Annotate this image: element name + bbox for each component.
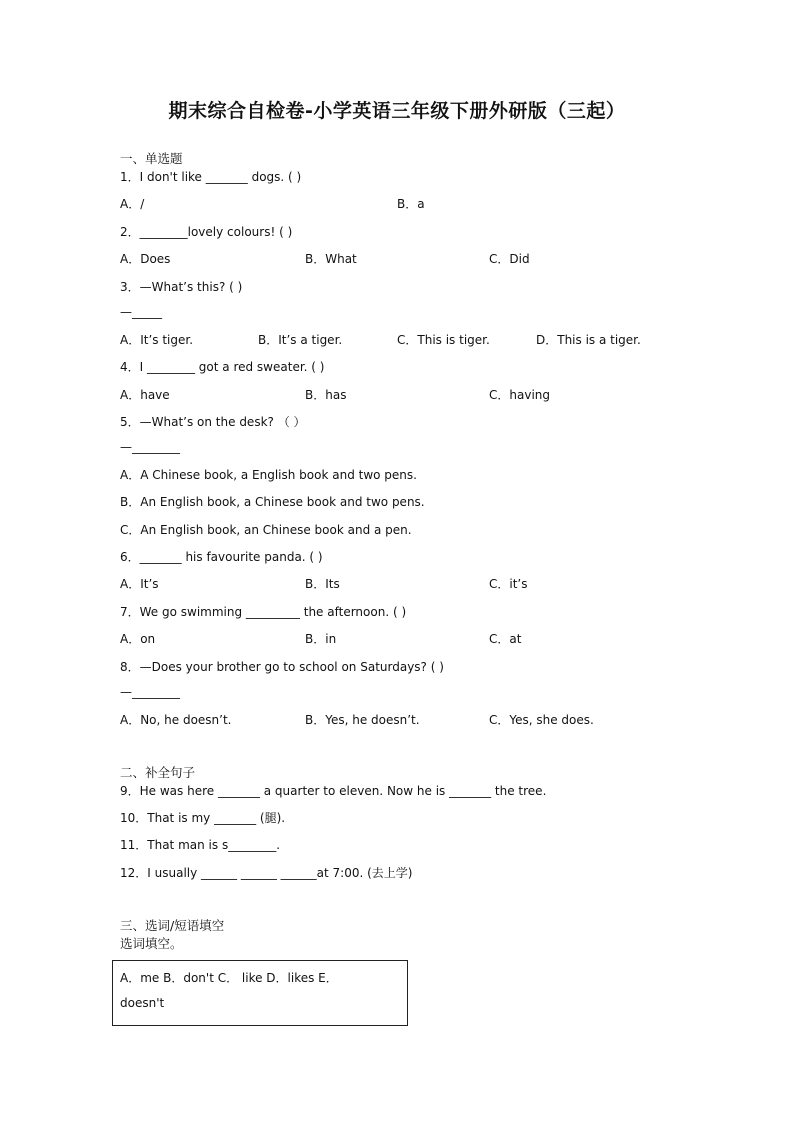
option-8b: B．Yes, he doesn’t. (305, 713, 420, 727)
option-2b: B．What (305, 252, 357, 266)
option-6b: B．Its (305, 577, 340, 591)
word-bank-line-1: A．me B．don't C． like D．likes E． (120, 971, 338, 985)
option-4b: B．has (305, 388, 347, 402)
option-3b: B．It’s a tiger. (258, 333, 343, 347)
option-4a: A．have (120, 388, 170, 402)
option-6c: C．it’s (489, 577, 528, 591)
option-7a: A．on (120, 632, 156, 646)
word-bank-line-2: doesn't (120, 996, 165, 1010)
option-1a: A．/ (120, 197, 145, 211)
question-12: 12．I usually ______ ______ ______at 7:00. (去上学) (120, 866, 413, 880)
question-10: 10．That is my _______ (腿). (120, 811, 286, 825)
option-7b: B．in (305, 632, 337, 646)
question-4: 4．I ________ got a red sweater. ( ) (120, 360, 325, 374)
answer-blank-3: —_____ (120, 305, 162, 319)
option-7c: C．at (489, 632, 522, 646)
question-2: 2．________lovely colours! ( ) (120, 225, 293, 239)
option-3a: A．It’s tiger. (120, 333, 194, 347)
option-1b: B．a (397, 197, 425, 211)
option-2c: C．Did (489, 252, 530, 266)
section-heading-1: 一、单选题 (120, 151, 183, 166)
section-instruction: 选词填空。 (120, 936, 183, 951)
section-heading-3: 三、选词/短语填空 (120, 918, 225, 933)
option-8a: A．No, he doesn’t. (120, 713, 232, 727)
section-heading-2: 二、补全句子 (120, 765, 196, 780)
question-1: 1．I don't like _______ dogs. ( ) (120, 170, 302, 184)
option-5a: A．A Chinese book, a English book and two pens. (120, 468, 417, 482)
answer-blank-8: —________ (120, 685, 180, 699)
option-6a: A．It’s (120, 577, 159, 591)
option-3d: D．This is a tiger. (536, 333, 641, 347)
word-bank-box (112, 960, 408, 1026)
option-5c: C．An English book, an Chinese book and a pen. (120, 523, 412, 537)
option-3c: C．This is tiger. (397, 333, 490, 347)
option-2a: A．Does (120, 252, 171, 266)
answer-blank-5: —________ (120, 440, 180, 454)
question-9: 9．He was here _______ a quarter to eleven. Now he is _______ the tree. (120, 784, 547, 798)
page-title: 期末综合自检卷-小学英语三年级下册外研版（三起） (168, 100, 626, 122)
question-11: 11．That man is s________. (120, 838, 281, 852)
question-7: 7．We go swimming _________ the afternoon. ( ) (120, 605, 407, 619)
question-8: 8．—Does your brother go to school on Saturdays? ( ) (120, 660, 444, 674)
option-4c: C．having (489, 388, 550, 402)
question-5: 5．—What’s on the desk? （ ） (120, 415, 306, 429)
option-5b: B．An English book, a Chinese book and two pens. (120, 495, 425, 509)
option-8c: C．Yes, she does. (489, 713, 594, 727)
question-6: 6．_______ his favourite panda. ( ) (120, 550, 323, 564)
question-3: 3．—What’s this? ( ) (120, 280, 243, 294)
